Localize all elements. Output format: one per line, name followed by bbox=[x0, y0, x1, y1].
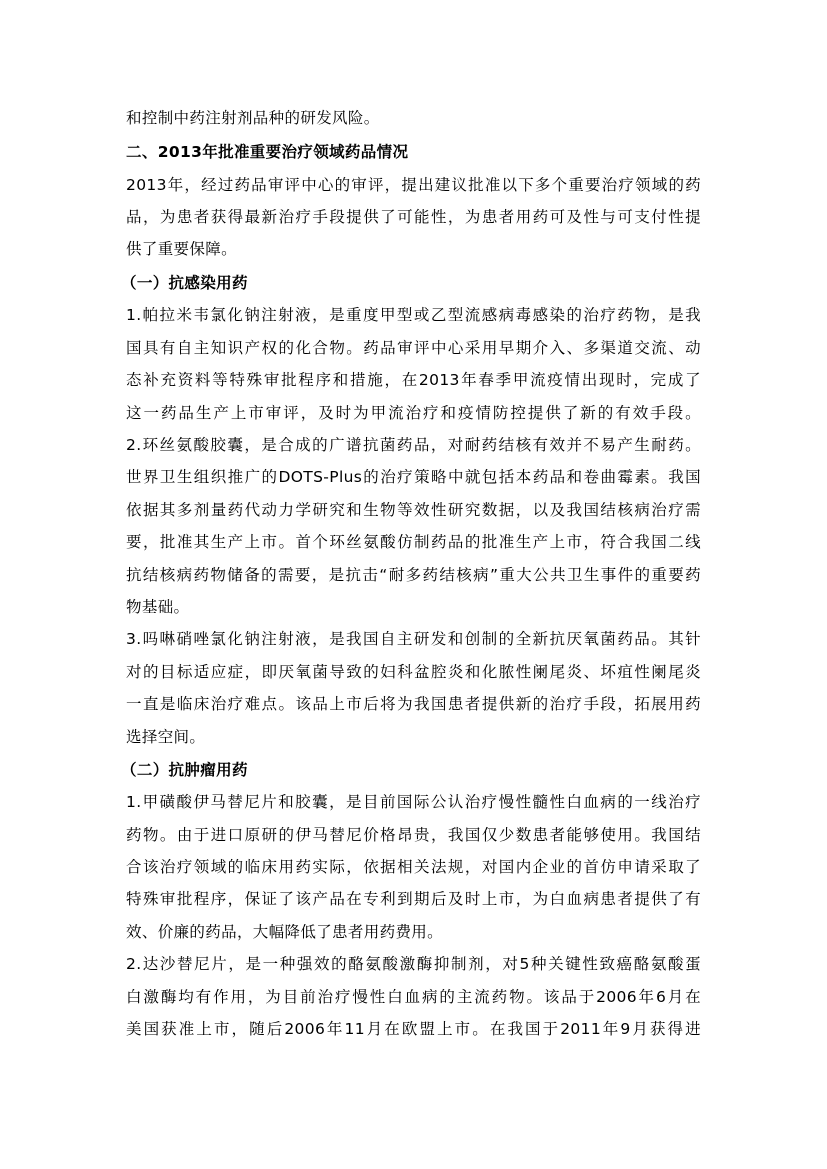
text-line: 1.帕拉米韦氯化钠注射液，是重度甲型或乙型流感病毒感染的治疗药物，是我 bbox=[126, 306, 701, 324]
subsection-heading: （二）抗肿瘤用药 bbox=[121, 761, 248, 779]
text-line: 特殊审批程序，保证了该产品在专利到期后及时上市，为白血病患者提供了有 bbox=[126, 890, 701, 908]
text-line: 和控制中药注射剂品种的研发风险。 bbox=[126, 109, 380, 127]
text-line: 依据其多剂量药代动力学研究和生物等效性研究数据，以及我国结核病治疗需 bbox=[126, 501, 701, 519]
text-line: 2.环丝氨酸胶囊，是合成的广谱抗菌药品，对耐药结核有效并不易产生耐药。 bbox=[126, 436, 701, 454]
section-heading: 二、2013年批准重要治疗领域药品情况 bbox=[126, 143, 409, 161]
text-line: 合该治疗领域的临床用药实际，依据相关法规，对国内企业的首仿申请采取了 bbox=[126, 858, 701, 876]
text-line: 这一药品生产上市审评，及时为甲流治疗和疫情防控提供了新的有效手段。 bbox=[126, 404, 701, 422]
text-line: 白激酶均有作用，为目前治疗慢性白血病的主流药物。该品于2006年6月在 bbox=[126, 988, 701, 1006]
text-line: 3.吗啉硝唑氯化钠注射液，是我国自主研发和创制的全新抗厌氧菌药品。其针 bbox=[126, 630, 701, 648]
text-line: 效、价廉的药品，大幅降低了患者用药费用。 bbox=[126, 923, 444, 941]
text-line: 物基础。 bbox=[126, 598, 190, 616]
text-line: 2013年，经过药品审评中心的审评，提出建议批准以下多个重要治疗领域的药 bbox=[126, 176, 701, 194]
text-line: 世界卫生组织推广的DOTS-Plus的治疗策略中就包括本药品和卷曲霉素。我国 bbox=[126, 468, 701, 486]
text-line: 要，批准其生产上市。首个环丝氨酸仿制药品的批准生产上市，符合我国二线 bbox=[126, 533, 701, 551]
text-line: 供了重要保障。 bbox=[126, 240, 237, 258]
subsection-heading: （一）抗感染用药 bbox=[121, 274, 248, 292]
text-line: 对的目标适应症，即厌氧菌导致的妇科盆腔炎和化脓性阑尾炎、坏疽性阑尾炎 bbox=[126, 663, 701, 681]
text-line: 国具有自主知识产权的化合物。药品审评中心采用早期介入、多渠道交流、动 bbox=[126, 339, 701, 357]
text-line: 品，为患者获得最新治疗手段提供了可能性，为患者用药可及性与可支付性提 bbox=[126, 208, 701, 226]
text-line: 药物。由于进口原研的伊马替尼价格昂贵，我国仅少数患者能够使用。我国结 bbox=[126, 826, 701, 844]
text-line: 美国获准上市，随后2006年11月在欧盟上市。在我国于2011年9月获得进 bbox=[126, 1020, 701, 1038]
text-line: 一直是临床治疗难点。该品上市后将为我国患者提供新的治疗手段，拓展用药 bbox=[126, 695, 701, 713]
text-line: 态补充资料等特殊审批程序和措施，在2013年春季甲流疫情出现时，完成了 bbox=[126, 371, 701, 389]
text-line: 抗结核病药物储备的需要，是抗击“耐多药结核病”重大公共卫生事件的重要药 bbox=[126, 566, 701, 584]
text-line: 选择空间。 bbox=[126, 728, 206, 746]
text-line: 2.达沙替尼片，是一种强效的酪氨酸激酶抑制剂，对5种关键性致癌酪氨酸蛋 bbox=[126, 955, 701, 973]
text-line: 1.甲磺酸伊马替尼片和胶囊，是目前国际公认治疗慢性髓性白血病的一线治疗 bbox=[126, 793, 701, 811]
